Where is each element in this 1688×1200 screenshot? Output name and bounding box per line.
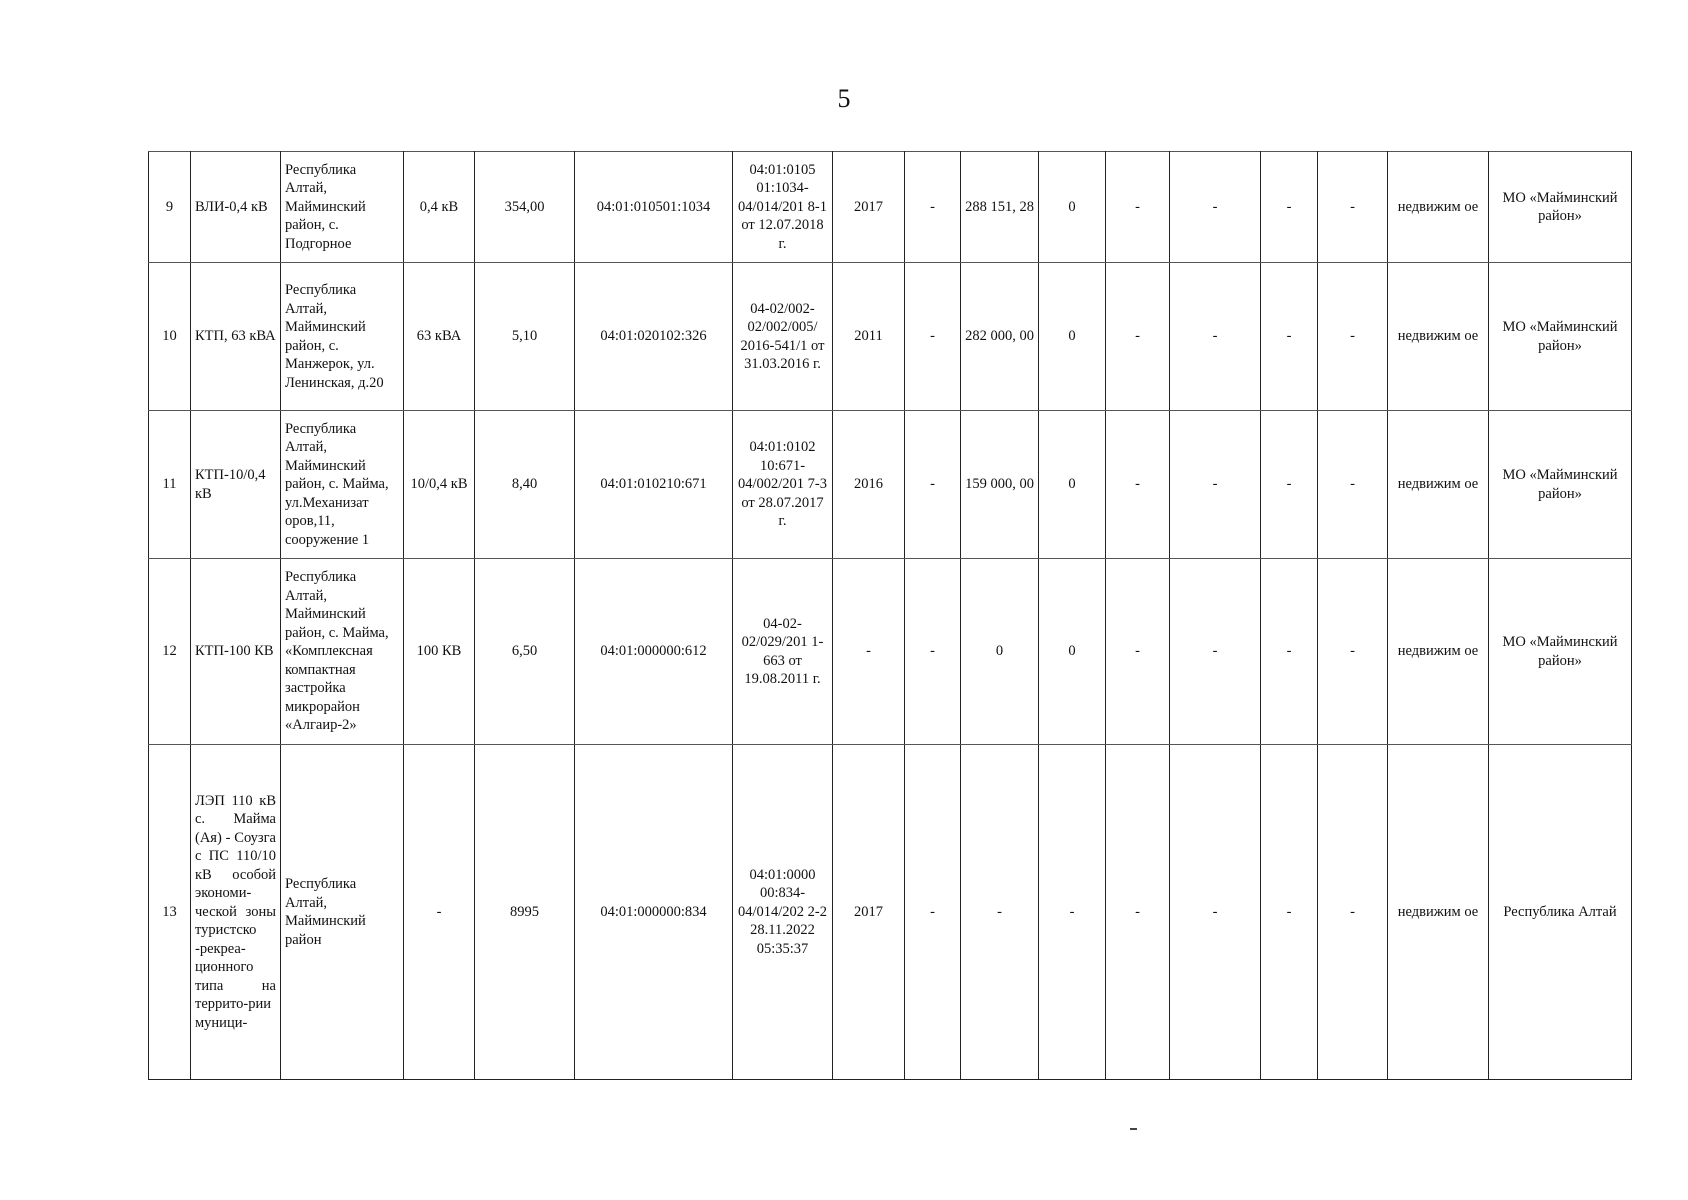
year-cell: 2017 bbox=[833, 745, 905, 1080]
dash-cell: - bbox=[1106, 411, 1170, 559]
cost-cell: 288 151, 28 bbox=[961, 152, 1039, 263]
cost-cell: 0 bbox=[961, 559, 1039, 745]
registration-cell: 04-02-02/029/201 1-663 от 19.08.2011 г. bbox=[733, 559, 833, 745]
address-cell: Республика Алтай, Майминский район, с. Подгорное bbox=[281, 152, 404, 263]
dash-cell: - bbox=[1261, 745, 1318, 1080]
dash-cell: - bbox=[1170, 263, 1261, 411]
dash-cell: - bbox=[1261, 263, 1318, 411]
dash-cell: - bbox=[905, 152, 961, 263]
cadastral-number-cell: 04:01:010501:1034 bbox=[575, 152, 733, 263]
power-cell: 0,4 кВ bbox=[404, 152, 475, 263]
object-name-cell: КТП, 63 кВА bbox=[191, 263, 281, 411]
row-number-cell: 12 bbox=[149, 559, 191, 745]
residual-cell: 0 bbox=[1039, 263, 1106, 411]
dash-cell: - bbox=[1106, 559, 1170, 745]
owner-cell: МО «Майминский район» bbox=[1489, 411, 1632, 559]
residual-cell: - bbox=[1039, 745, 1106, 1080]
row-number-cell: 13 bbox=[149, 745, 191, 1080]
property-type-cell: недвижим ое bbox=[1388, 745, 1489, 1080]
registration-cell: 04:01:0102 10:671-04/002/201 7-3 от 28.07.2017 г. bbox=[733, 411, 833, 559]
table-row bbox=[149, 263, 1632, 411]
power-cell: - bbox=[404, 745, 475, 1080]
length-cell: 354,00 bbox=[475, 152, 575, 263]
property-type-cell: недвижим ое bbox=[1388, 152, 1489, 263]
dash-cell: - bbox=[1261, 411, 1318, 559]
address-cell: Республика Алтай, Майминский район, с. Манжерок, ул. Ленинская, д.20 bbox=[281, 263, 404, 411]
year-cell: 2017 bbox=[833, 152, 905, 263]
year-cell: 2016 bbox=[833, 411, 905, 559]
table-row bbox=[149, 559, 1632, 745]
dash-cell: - bbox=[1170, 152, 1261, 263]
address-cell: Республика Алтай, Майминский район, с. Майма, «Комплексная компактная застройка микрорайон «Алгаир-2» bbox=[281, 559, 404, 745]
dash-cell: - bbox=[1318, 263, 1388, 411]
dash-cell: - bbox=[1261, 152, 1318, 263]
dash-cell: - bbox=[1318, 152, 1388, 263]
cadastral-number-cell: 04:01:010210:671 bbox=[575, 411, 733, 559]
dash-cell: - bbox=[905, 559, 961, 745]
property-type-cell: недвижим ое bbox=[1388, 411, 1489, 559]
dash-cell: - bbox=[1318, 745, 1388, 1080]
address-cell: Республика Алтай, Майминский район, с. Майма, ул.Механизат оров,11, сооружение 1 bbox=[281, 411, 404, 559]
dash-cell: - bbox=[1170, 411, 1261, 559]
dash-cell: - bbox=[905, 745, 961, 1080]
cost-cell: - bbox=[961, 745, 1039, 1080]
owner-cell: МО «Майминский район» bbox=[1489, 263, 1632, 411]
length-cell: 8995 bbox=[475, 745, 575, 1080]
dash-cell: - bbox=[1318, 411, 1388, 559]
length-cell: 6,50 bbox=[475, 559, 575, 745]
registration-cell: 04:01:0000 00:834-04/014/202 2-2 28.11.2022 05:35:37 bbox=[733, 745, 833, 1080]
row-number-cell: 10 bbox=[149, 263, 191, 411]
cost-cell: 159 000, 00 bbox=[961, 411, 1039, 559]
table-row bbox=[149, 411, 1632, 559]
dash-cell: - bbox=[905, 263, 961, 411]
owner-cell: Республика Алтай bbox=[1489, 745, 1632, 1080]
cadastral-number-cell: 04:01:000000:834 bbox=[575, 745, 733, 1080]
power-cell: 63 кВА bbox=[404, 263, 475, 411]
property-type-cell: недвижим ое bbox=[1388, 263, 1489, 411]
page-number: 5 bbox=[837, 84, 851, 113]
property-type-cell: недвижим ое bbox=[1388, 559, 1489, 745]
dash-cell: - bbox=[1170, 559, 1261, 745]
dash-cell: - bbox=[1318, 559, 1388, 745]
power-cell: 100 КВ bbox=[404, 559, 475, 745]
dash-cell: - bbox=[1106, 745, 1170, 1080]
residual-cell: 0 bbox=[1039, 559, 1106, 745]
year-cell: - bbox=[833, 559, 905, 745]
dash-cell: - bbox=[905, 411, 961, 559]
year-cell: 2011 bbox=[833, 263, 905, 411]
residual-cell: 0 bbox=[1039, 152, 1106, 263]
dash-cell: - bbox=[1261, 559, 1318, 745]
object-name-cell: ЛЭП 110 кВ с. Майма (Ая) - Соузга с ПС 110/10 кВ особой экономи-ческой зоны туристско -рекреа-ционного типа на террито-рии муници- bbox=[191, 745, 281, 1080]
footer-dash-mark bbox=[1130, 1128, 1137, 1130]
cadastral-number-cell: 04:01:000000:612 bbox=[575, 559, 733, 745]
length-cell: 8,40 bbox=[475, 411, 575, 559]
object-name-cell: КТП-10/0,4 кВ bbox=[191, 411, 281, 559]
cadastral-number-cell: 04:01:020102:326 bbox=[575, 263, 733, 411]
cost-cell: 282 000, 00 bbox=[961, 263, 1039, 411]
address-cell: Республика Алтай, Майминский район bbox=[281, 745, 404, 1080]
dash-cell: - bbox=[1106, 152, 1170, 263]
row-number-cell: 11 bbox=[149, 411, 191, 559]
registration-cell: 04-02/002-02/002/005/ 2016-541/1 от 31.03.2016 г. bbox=[733, 263, 833, 411]
property-registry-table bbox=[148, 151, 1632, 1080]
residual-cell: 0 bbox=[1039, 411, 1106, 559]
length-cell: 5,10 bbox=[475, 263, 575, 411]
table-row bbox=[149, 745, 1632, 1080]
owner-cell: МО «Майминский район» bbox=[1489, 559, 1632, 745]
table-row bbox=[149, 152, 1632, 263]
dash-cell: - bbox=[1106, 263, 1170, 411]
dash-cell: - bbox=[1170, 745, 1261, 1080]
object-name-cell: ВЛИ-0,4 кВ bbox=[191, 152, 281, 263]
registration-cell: 04:01:0105 01:1034-04/014/201 8-1 от 12.07.2018 г. bbox=[733, 152, 833, 263]
object-name-cell: КТП-100 КВ bbox=[191, 559, 281, 745]
row-number-cell: 9 bbox=[149, 152, 191, 263]
power-cell: 10/0,4 кВ bbox=[404, 411, 475, 559]
owner-cell: МО «Майминский район» bbox=[1489, 152, 1632, 263]
